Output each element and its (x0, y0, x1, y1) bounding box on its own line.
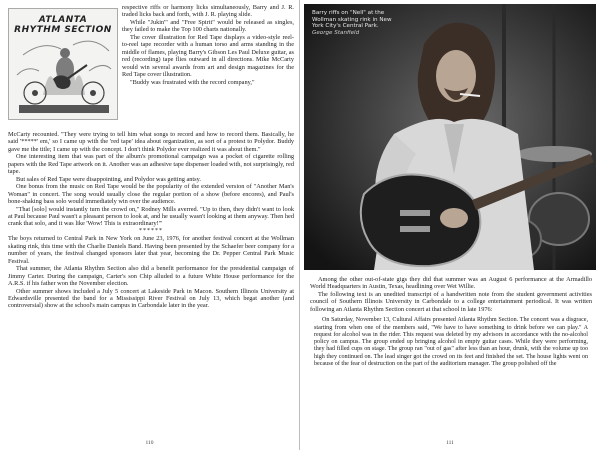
quoted-excerpt: On Saturday, November 13, Cultural Affairs presented Atlanta Rhythm Section. The concert was a disgrace, starting from when one of the members said, "We have to have something to drink before we can play." A request for alcohol was in the rider. This request was deleted by my advisors in accordance with the no-alcohol policy on campus. The group ended up bringing alcohol in empty guitar cases. While they were performing, they had filled cups on stage. The group ran "out of gas" after less than an hour, drunk, with the volume up too high they continued on. The lead singer got the crowd on its feet and finished the set. The house lights went on because of the fear of destruction on the part of the auditorium manager. The group polished off the (314, 317, 588, 368)
right-page (300, 0, 600, 450)
page-number: 110 (145, 440, 154, 446)
paragraph: One bonus from the music on Red Tape would be the popularity of the extended version of "Another Man's Woman" in concert. The song would usually close the regular portion of a show (before encores), and Paul's bone-shaking bass solo would immediately win over the audience. (8, 183, 294, 206)
page-number: 111 (446, 440, 454, 446)
photo-caption: Barry riffs on "Nell" at the Wollman skating rink in New York City's Central Park. George Stanfield (312, 10, 392, 36)
right-body-text (310, 276, 592, 368)
paragraph: "That [solo] would instantly turn the crowd on," Rodney Mills averred. "Up to then, they didn't want to look at Paul because Paul wasn't a pleasant person to look at, and he usually wasn't looking at them anyway. Then hed crank that solo, and it was like 'Wow! This is extraordinary!'" (8, 205, 294, 228)
paragraph: While "Jukin'" and "Free Spirit" would be released as singles, they failed to make the Top 100 charts nationally. (122, 18, 294, 34)
paragraph: But sales of Red Tape were disappointing, and Polydor was getting antsy. (16, 175, 201, 183)
album-title: ATLANTA RHYTHM SECTION (14, 15, 112, 35)
paragraph: The boys returned to Central Park in New York on June 23, 1976, for another festival concert at the Wollman skating rink, this time with the Charlie Daniels Band. Having been presented by the Schaefer beer company for a number of years, the festival changed sponsors later that year, becoming the Dr. Pepper Central Park Music Festival. (8, 235, 294, 265)
paragraph: Other summer shows included a July 5 concert at Lakeside Park in Macon. Southern Illinois University at Edwardsville presented the band for a Mississippi River Festival on July 13, which begat another (and controversial) show at the school's main campus in Carbondale later in the year. (8, 287, 294, 310)
paragraph: That summer, the Atlanta Rhythm Section also did a benefit performance for the presidential campaign of Jimmy Carter. During the campaign, Carter's son Chip alluded to a future White House performance for the A.R.S. if his father won the November election. (8, 265, 294, 288)
guitarist-photo-illustration (304, 4, 596, 270)
paragraph: The cover illustration for Red Tape displays a video-style reel-to-reel tape recorder with a human torso and arms standing in the middle of flames, playing Barry's Gibson Les Paul Deluxe guitar, as red (recording) tape flies outward in all directions. Mike McCarty would win several awards from art and design magazines for the Red Tape cover illustration. (122, 33, 294, 79)
photo-credit: George Stanfield (312, 29, 360, 36)
reel-to-reel-illustration (13, 35, 113, 115)
section-break: ****** (139, 227, 163, 234)
concert-photo (304, 4, 596, 270)
paragraph: The following text is an unedited transcript of a handwritten note from the student government activities council of Southern Illinois University in Carbondale to a college entertainment periodical. It was written following an Atlanta Rhythm Section concert at that school in late 1976: (310, 290, 592, 313)
paragraph: McCarty recounted. "They were trying to tell him what songs to record and how to record them. Basically, he said '*****' em,' so I came up with the 'red tape' idea about organization, as sort of a protest to Polydor. Buddy gave me the title; I came up with the concept. I don't think Polydor ever realized it was about them." (8, 131, 294, 153)
paragraph: One interesting item that was part of the album's promotional campaign was a pocket of cigarette rolling papers with the Red Tape artwork on it. Another was an adhesive tape dispenser loaded with, not surprisingly, red tape. (8, 153, 294, 176)
red-tape-album-cover (8, 8, 118, 120)
left-body-text (8, 131, 294, 310)
paragraph: "Buddy was frustrated with the record company," (130, 78, 255, 86)
left-wrap-text (122, 4, 294, 86)
paragraph: respective riffs or harmony licks simultaneously, Barry and J. R. traded licks back and forth, with J. R. playing slide. (122, 4, 294, 19)
paragraph: Among the other out-of-state gigs they did that summer was an August 6 performance at the Armadillo World Headquarters in Austin, Texas, headlining over Wet Willie. (310, 276, 592, 291)
